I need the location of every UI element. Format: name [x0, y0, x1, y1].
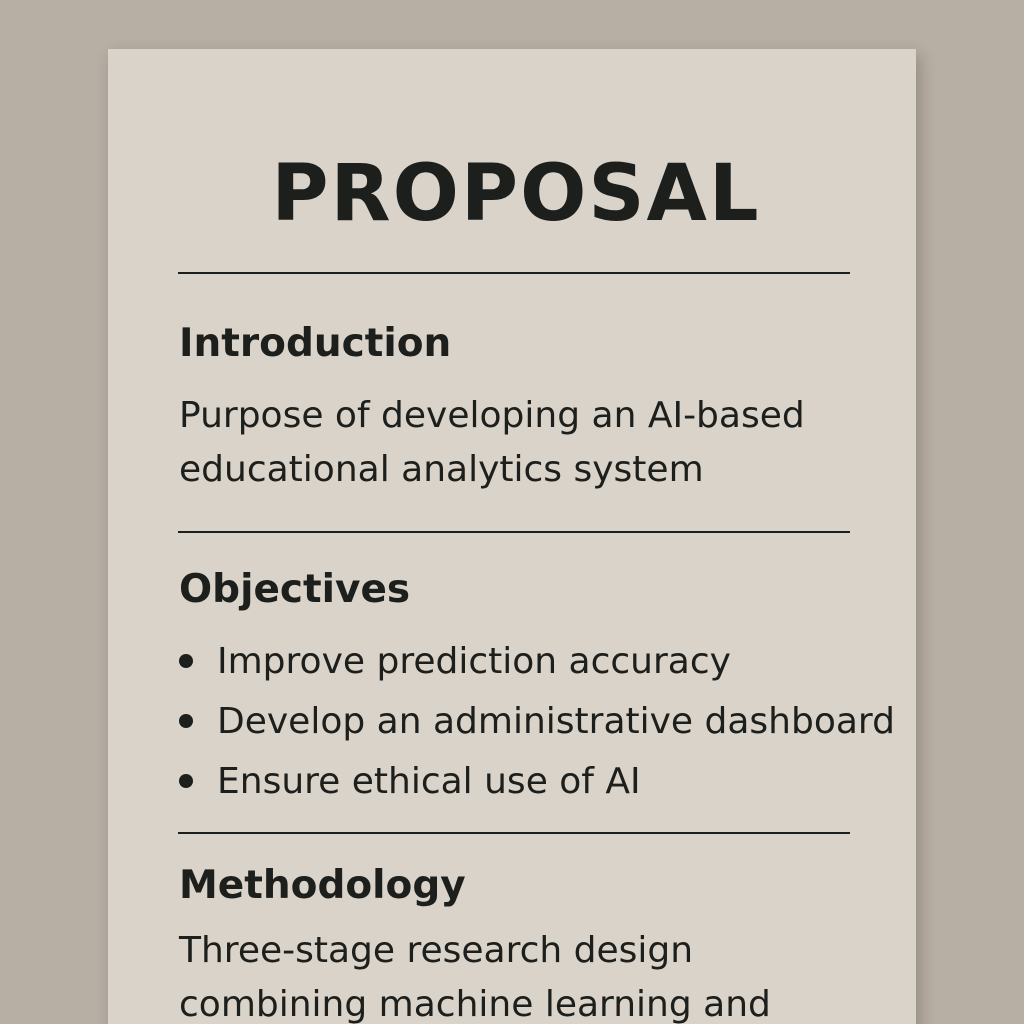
- objective-text: Develop an administrative dashboard: [217, 700, 895, 742]
- objective-text: Improve prediction accuracy: [217, 640, 731, 682]
- bullet-dot-icon: [179, 714, 193, 728]
- methodology-line-2: combining machine learning and: [179, 984, 771, 1024]
- introduction-line-1: Purpose of developing an AI-based: [179, 395, 805, 436]
- section-heading-introduction: Introduction: [179, 321, 452, 366]
- methodology-line-1: Three-stage research design: [179, 930, 694, 971]
- objectives-list: [179, 631, 895, 811]
- section-heading-objectives: Objectives: [179, 567, 411, 612]
- objective-text: Ensure ethical use of AI: [217, 760, 641, 802]
- divider-objectives: [178, 832, 850, 834]
- proposal-sheet: [108, 49, 916, 1024]
- divider-title: [178, 272, 850, 274]
- list-item: [179, 691, 895, 751]
- bullet-dot-icon: [179, 774, 193, 788]
- list-item: [179, 751, 895, 811]
- document-title: PROPOSAL: [271, 149, 761, 239]
- divider-introduction: [178, 531, 850, 533]
- list-item: [179, 631, 895, 691]
- title-block: [166, 149, 866, 249]
- section-heading-methodology: Methodology: [179, 863, 466, 908]
- bullet-dot-icon: [179, 654, 193, 668]
- introduction-line-2: educational analytics system: [179, 449, 704, 490]
